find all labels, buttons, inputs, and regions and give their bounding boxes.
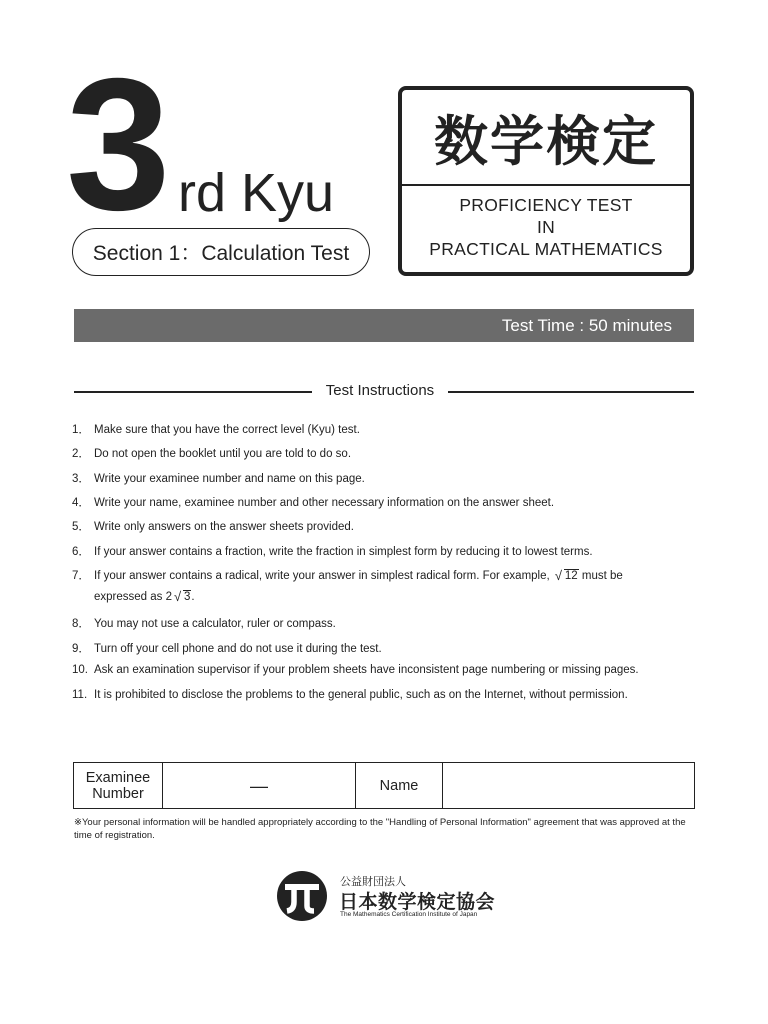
org-type-jp: 公益財団法人 bbox=[340, 875, 406, 888]
instruction-number: 7． bbox=[72, 570, 90, 582]
radical-example-value: 12 bbox=[564, 570, 578, 582]
examinee-number-label: Examinee Number bbox=[74, 763, 163, 808]
instruction-number: 4． bbox=[72, 497, 90, 509]
org-name-en: The Mathematics Certification Institute of Japan bbox=[340, 911, 478, 918]
radical-example: √ 12 bbox=[554, 568, 578, 583]
instruction-item bbox=[72, 640, 702, 656]
instruction-item bbox=[72, 421, 702, 437]
english-title-line1: PROFICIENCY TEST bbox=[459, 195, 633, 215]
instruction-item bbox=[72, 494, 702, 510]
org-name-jp: 日本数学検定協会 bbox=[339, 891, 496, 913]
instruction-number: 1． bbox=[72, 424, 90, 436]
instructions-title: Test Instructions bbox=[325, 382, 435, 399]
instruction-item bbox=[72, 543, 702, 559]
instruction-number: 10. bbox=[72, 664, 88, 676]
instruction-text-after: must be bbox=[581, 570, 623, 582]
japanese-title: 数学検定 bbox=[434, 109, 658, 173]
instruction-text: Make sure that you have the correct level (Kyu) test. bbox=[94, 424, 360, 436]
instruction-item bbox=[72, 470, 702, 486]
english-title-line2: IN bbox=[536, 217, 556, 237]
instruction-text: Turn off your cell phone and do not use it during the test. bbox=[94, 643, 382, 655]
radical-result: √ 3 bbox=[174, 589, 191, 604]
privacy-note: ※Your personal information will be handled appropriately according to the "Handling of Personal Information" agreement that was approved at the time of registration. bbox=[74, 817, 686, 841]
instruction-text: You may not use a calculator, ruler or compass. bbox=[94, 618, 336, 630]
instruction-number: 3． bbox=[72, 473, 90, 485]
instruction-text: Do not open the booklet until you are told to do so. bbox=[94, 448, 352, 460]
title-box bbox=[398, 86, 694, 276]
instruction-number: 11. bbox=[72, 689, 88, 701]
instruction-number: 2． bbox=[72, 448, 90, 460]
english-title-line3: PRACTICAL MATHEMATICS bbox=[429, 239, 663, 259]
instruction-text: It is prohibited to disclose the problems to the general public, such as on the Internet, without permission. bbox=[94, 689, 628, 701]
radical-result-value: 3 bbox=[184, 591, 191, 603]
name-field[interactable] bbox=[443, 763, 694, 808]
institute-logo-icon bbox=[276, 870, 328, 922]
instruction-item bbox=[72, 518, 702, 534]
instruction-number: 9． bbox=[72, 643, 90, 655]
instruction-number: 6． bbox=[72, 546, 90, 558]
instruction-item bbox=[72, 615, 702, 631]
english-title bbox=[402, 194, 690, 260]
instruction-text: If your answer contains a fraction, write the fraction in simplest form by reducing it to lowest terms. bbox=[94, 546, 593, 558]
instruction-number: 8． bbox=[72, 618, 90, 630]
level-number: 3 bbox=[66, 39, 167, 249]
continuation-end: . bbox=[191, 591, 195, 603]
instruction-text: Write your examinee number and name on this page. bbox=[94, 473, 365, 485]
test-time-bar bbox=[74, 309, 694, 342]
title-divider bbox=[402, 184, 690, 186]
instruction-text: Ask an examination supervisor if your problem sheets have inconsistent page numbering or missing pages. bbox=[94, 664, 639, 676]
examinee-table bbox=[73, 762, 695, 809]
instruction-item bbox=[72, 445, 702, 461]
level-suffix: rd Kyu bbox=[178, 163, 335, 223]
heading-rule-right bbox=[448, 391, 694, 393]
instruction-number: 5． bbox=[72, 521, 90, 533]
instruction-continuation bbox=[94, 591, 724, 603]
instruction-text: Write your name, examinee number and other necessary information on the answer sheet. bbox=[94, 497, 555, 509]
test-time-text: Test Time : 50 minutes bbox=[501, 315, 672, 335]
examinee-number-separator: — bbox=[250, 775, 268, 796]
instruction-text: Write only answers on the answer sheets provided. bbox=[94, 521, 354, 533]
heading-rule-left bbox=[74, 391, 312, 393]
instruction-item bbox=[72, 567, 702, 583]
examinee-number-field[interactable] bbox=[163, 763, 356, 808]
name-label: Name bbox=[356, 763, 443, 808]
instruction-item bbox=[72, 689, 702, 701]
instruction-item bbox=[72, 664, 702, 676]
continuation-text: expressed as 2 bbox=[94, 591, 172, 603]
instructions-heading bbox=[74, 382, 694, 402]
section-label: Section 1：Calculation Test bbox=[72, 228, 370, 276]
instruction-text: If your answer contains a radical, write your answer in simplest radical form. For example, bbox=[94, 570, 550, 582]
